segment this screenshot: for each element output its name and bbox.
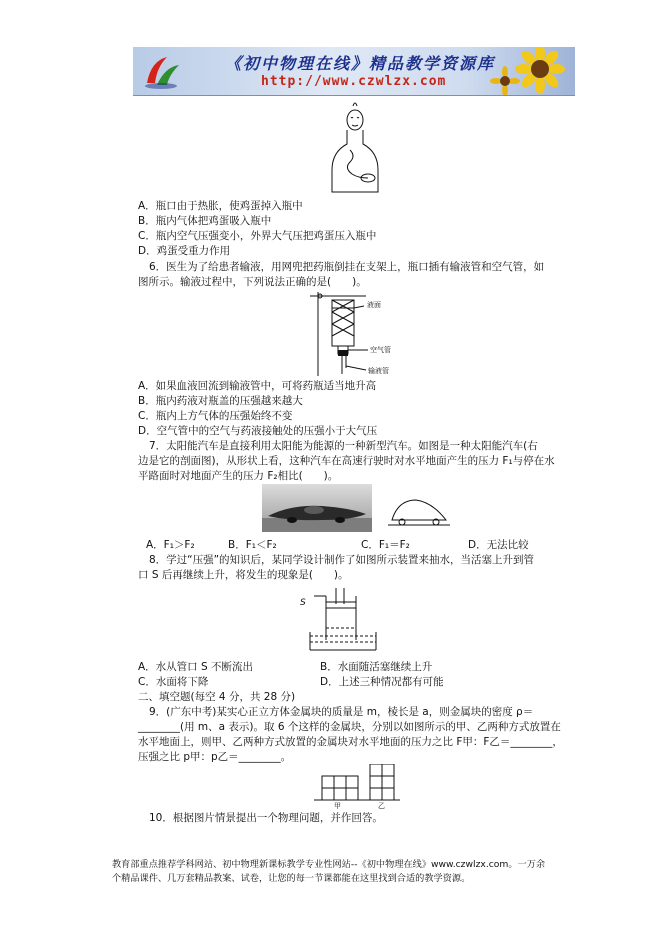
- solar-car-section-diagram: [388, 494, 450, 530]
- q6-stem-line-1: 6．医生为了给患者输液，用网兜把药瓶倒挂在支架上，瓶口插有输液管和空气管，如: [149, 261, 545, 273]
- q7-option-a: A．F₁＞F₂: [146, 539, 195, 551]
- q8-option-b: B．水面随活塞继续上升: [320, 661, 433, 673]
- q7-stem-line-3: 平路面时对地面产生的压力 F₂相比( )。: [138, 470, 339, 482]
- q6-option-a: A．如果血液回流到输液管中，可将药瓶适当地升高: [138, 380, 377, 392]
- q7-option-c: C．F₁＝F₂: [361, 539, 410, 551]
- sunflower-icon: [485, 47, 575, 95]
- q8-stem-line-2: 口 S 后再继续上升，将发生的现象是( )。: [138, 569, 349, 581]
- footer-line-2: 个精品课件、几万套精品教案、试卷，让您的每一节课都能在这里找到合适的教学资源。: [112, 873, 471, 884]
- cube-label-jia: 甲: [334, 802, 341, 810]
- iv-label-infusion-tube: 输液管: [368, 367, 389, 375]
- q6-option-c: C．瓶内上方气体的压强始终不变: [138, 410, 293, 422]
- site-logo-icon: [141, 53, 181, 91]
- iv-label-liquid-surface: 液面: [367, 301, 381, 309]
- bottle-egg-figure: [326, 98, 384, 196]
- iv-label-air-tube: 空气管: [370, 346, 391, 354]
- q7-stem-line-2: 边是它的剖面图)，从形状上看，这种汽车在高速行驶时对水平地面产生的压力 F₁与停在水: [138, 455, 555, 467]
- pump-label-s: S: [300, 598, 306, 608]
- q5-option-b: B．瓶内气体把鸡蛋吸入瓶中: [138, 215, 272, 227]
- cube-label-yi: 乙: [378, 802, 385, 810]
- banner-url[interactable]: http://www.czwlzx.com: [261, 74, 447, 89]
- footer-line-1: 教育部重点推荐学科网站、初中物理新课标教学专业性网站--《初中物理在线》www.czwlzx.com。一万余: [112, 859, 546, 870]
- q10-text: 10．根据图片情景提出一个物理问题，并作回答。: [149, 812, 383, 824]
- section-2-heading: 二、填空题(每空 4 分，共 28 分): [138, 691, 296, 703]
- q9-line-1: 9．(广东中考)某实心正立方体金属块的质量是 m，棱长是 a，则金属块的密度 ρ＝: [149, 706, 534, 718]
- q8-stem-line-1: 8．学过“压强”的知识后，某同学设计制作了如图所示装置来抽水，当活塞上升到管: [149, 554, 535, 566]
- q7-stem-line-1: 7．太阳能汽车是直接利用太阳能为能源的一种新型汽车。如图是一种太阳能汽车(右: [149, 440, 538, 452]
- q9-line-2: ________(用 m、a 表示)。取 6 个这样的金属块，分别以如图所示的甲、乙两种方式放置在: [138, 721, 561, 733]
- q7-option-b: B．F₁＜F₂: [228, 539, 277, 551]
- q8-option-d: D．上述三种情况都有可能: [320, 676, 444, 688]
- q5-option-d: D．鸡蛋受重力作用: [138, 245, 231, 257]
- q8-option-c: C．水面将下降: [138, 676, 209, 688]
- header-banner: [133, 47, 575, 96]
- q5-option-a: A．瓶口由于热胀，使鸡蛋掉入瓶中: [138, 200, 303, 212]
- banner-title: 《初中物理在线》精品教学资源库: [225, 54, 496, 73]
- iv-drip-figure: [306, 290, 406, 378]
- q6-stem-line-2: 图所示。输液过程中，下列说法正确的是( )。: [138, 276, 367, 288]
- q9-line-4: 压强之比 p甲：p乙＝________。: [138, 751, 292, 763]
- piston-pump-figure: [306, 584, 392, 658]
- q5-option-c: C．瓶内空气压强变小，外界大气压把鸡蛋压入瓶中: [138, 230, 377, 242]
- metal-cubes-figure: [314, 764, 400, 804]
- q9-line-3: 水平地面上，则甲、乙两种方式放置的金属块对水平地面的压力之比 F甲：F乙＝________，: [138, 736, 563, 748]
- q7-option-d: D．无法比较: [468, 539, 529, 551]
- q8-option-a: A．水从管口 S 不断流出: [138, 661, 254, 673]
- solar-car-photo: [262, 484, 372, 532]
- q6-option-d: D．空气管中的空气与药液接触处的压强小于大气压: [138, 425, 378, 437]
- q6-option-b: B．瓶内药液对瓶盖的压强越来越大: [138, 395, 303, 407]
